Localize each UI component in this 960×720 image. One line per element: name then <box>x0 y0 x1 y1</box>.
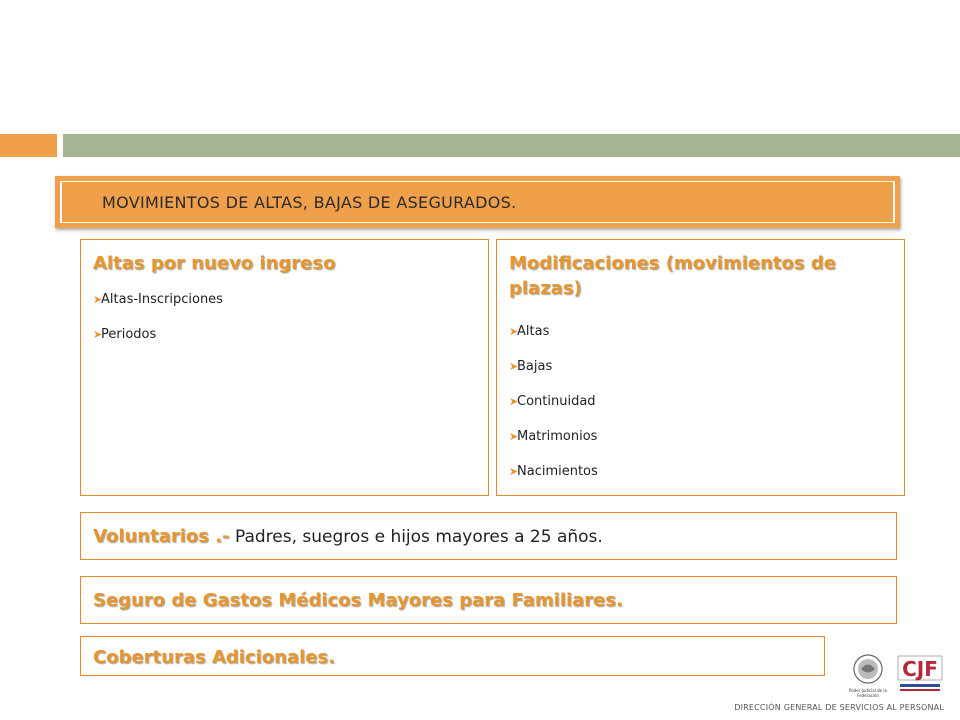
list-item-label: Altas-Inscripciones <box>101 292 223 307</box>
list-item-label: Bajas <box>517 359 553 374</box>
arrow-bullet-icon: ➤ <box>93 293 103 306</box>
banner-title: MOVIMIENTOS DE ALTAS, BAJAS DE ASEGURADOS. <box>102 193 517 212</box>
arrow-bullet-icon: ➤ <box>509 360 519 373</box>
list-item <box>509 357 598 392</box>
list-item-label: Periodos <box>101 327 157 342</box>
list-item <box>93 290 223 325</box>
cjf-logo <box>896 654 944 696</box>
cjf-logo-text: CJF <box>902 657 938 681</box>
voluntarios-label: Voluntarios .- <box>93 526 230 547</box>
arrow-bullet-icon: ➤ <box>509 430 519 443</box>
modificaciones-list <box>509 322 598 497</box>
list-item <box>509 462 598 497</box>
altas-panel <box>80 239 489 496</box>
voluntarios-panel <box>80 512 897 560</box>
arrow-bullet-icon: ➤ <box>93 328 103 341</box>
list-item-label: Continuidad <box>517 394 596 409</box>
arrow-bullet-icon: ➤ <box>509 325 519 338</box>
coberturas-panel <box>80 636 825 676</box>
list-item-label: Nacimientos <box>517 464 598 479</box>
seguro-panel <box>80 576 897 624</box>
altas-list <box>93 290 223 360</box>
voluntarios-description: Padres, suegros e hijos mayores a 25 años. <box>229 527 603 547</box>
list-item-label: Matrimonios <box>517 429 598 444</box>
footer-text: DIRECCIÓN GENERAL DE SERVICIOS AL PERSONAL <box>734 703 944 712</box>
header-banner <box>55 176 900 228</box>
poder-judicial-text: Poder Judicial de la Federación <box>849 688 887 698</box>
decorative-green-bar <box>63 134 960 157</box>
list-item <box>93 325 223 360</box>
list-item-label: Altas <box>517 324 550 339</box>
modificaciones-panel <box>496 239 905 496</box>
list-item <box>509 427 598 462</box>
list-item <box>509 322 598 357</box>
modificaciones-title: Modificaciones (movimientos de plazas) <box>509 253 836 299</box>
seguro-title: Seguro de Gastos Médicos Mayores para Familiares. <box>93 590 623 611</box>
arrow-bullet-icon: ➤ <box>509 395 519 408</box>
decorative-orange-bar <box>0 134 57 157</box>
list-item <box>509 392 598 427</box>
voluntarios-line <box>93 524 603 549</box>
arrow-bullet-icon: ➤ <box>509 465 519 478</box>
altas-title: Altas por nuevo ingreso <box>93 253 336 274</box>
coberturas-title: Coberturas Adicionales. <box>93 647 336 668</box>
